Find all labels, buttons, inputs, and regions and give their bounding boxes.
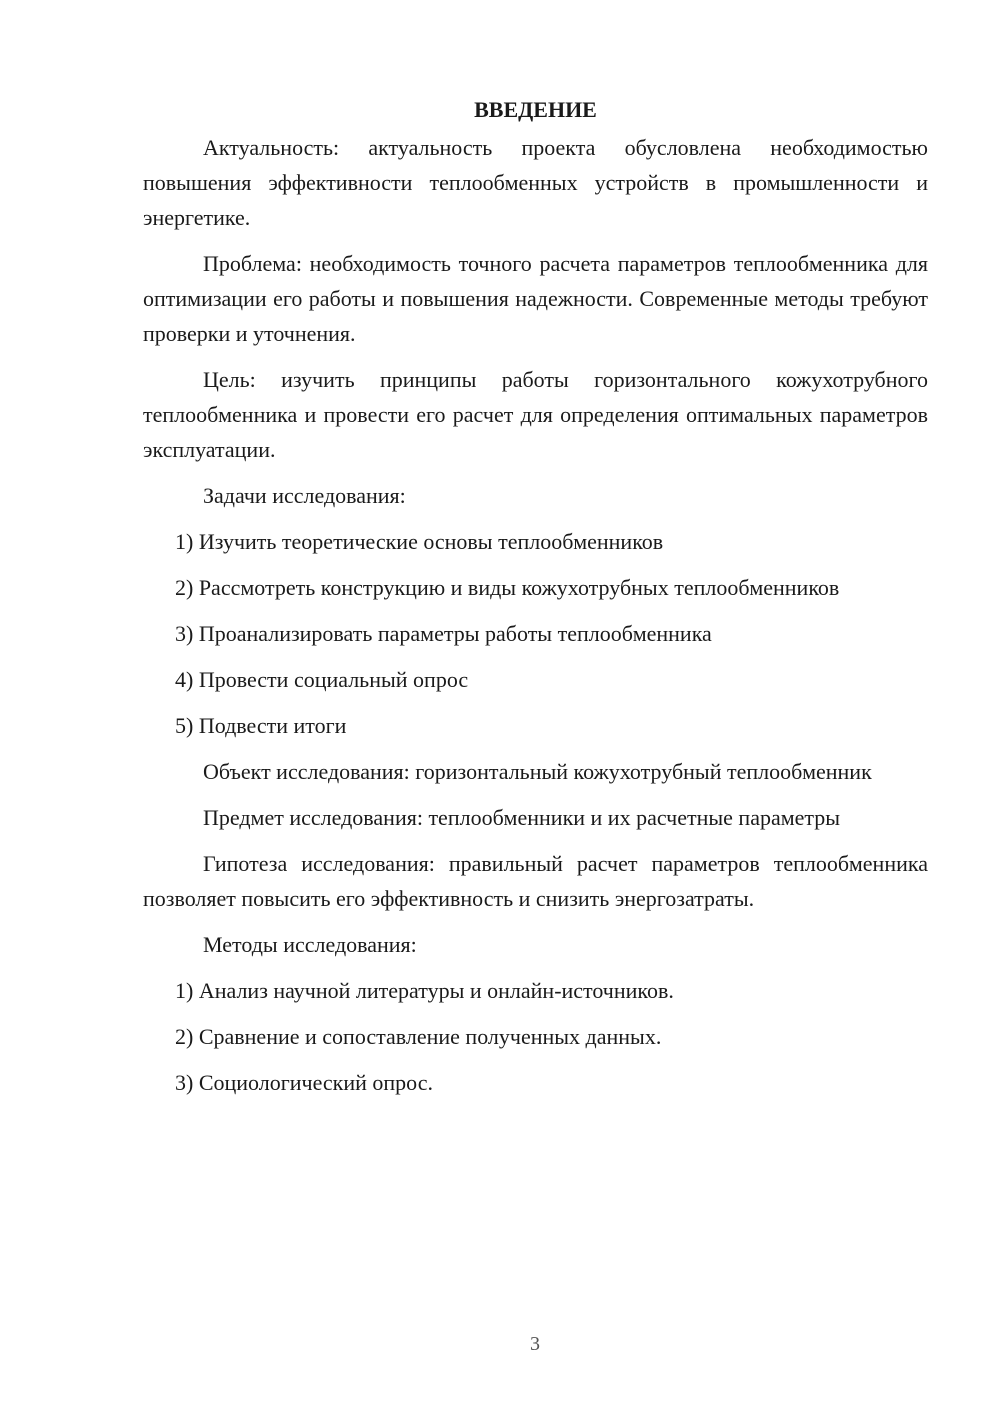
- task-item-3: 3) Проанализировать параметры работы теплообменника: [175, 621, 712, 646]
- object-paragraph: Объект исследования: горизонтальный кожухотрубный теплообменник: [203, 759, 872, 784]
- tasks-heading: Задачи исследования:: [203, 483, 406, 508]
- task-item-5: 5) Подвести итоги: [175, 713, 347, 738]
- method-item-3: 3) Социологический опрос.: [175, 1070, 433, 1095]
- task-item-4: 4) Провести социальный опрос: [175, 667, 469, 692]
- method-item-2: 2) Сравнение и сопоставление полученных данных.: [175, 1024, 662, 1049]
- task-item-1: 1) Изучить теоретические основы теплообменников: [175, 529, 664, 554]
- subject-paragraph: Предмет исследования: теплообменники и их расчетные параметры: [203, 805, 841, 830]
- document-page: [143, 92, 928, 1111]
- relevance-paragraph: Актуальность: актуальность проекта обусловлена необходимостью повышения эффективности теплообменных устройств в промышленности и энергетике.: [143, 135, 928, 230]
- problem-paragraph: Проблема: необходимость точного расчета параметров теплообменника для оптимизации его работы и повышения надежности. Современные методы требуют проверки и уточнения.: [143, 251, 928, 346]
- task-item-2: 2) Рассмотреть конструкцию и виды кожухотрубных теплообменников: [175, 575, 840, 600]
- method-item-1: 1) Анализ научной литературы и онлайн-источников.: [175, 978, 674, 1003]
- hypothesis-paragraph: Гипотеза исследования: правильный расчет параметров теплообменника позволяет повысить его эффективность и снизить энергозатраты.: [143, 851, 928, 911]
- goal-paragraph: Цель: изучить принципы работы горизонтального кожухотрубного теплообменника и провести его расчет для определения оптимальных параметров эксплуатации.: [143, 367, 928, 462]
- section-title: ВВЕДЕНИЕ: [474, 97, 597, 122]
- methods-heading: Методы исследования:: [203, 932, 417, 957]
- page-number: 3: [530, 1333, 540, 1355]
